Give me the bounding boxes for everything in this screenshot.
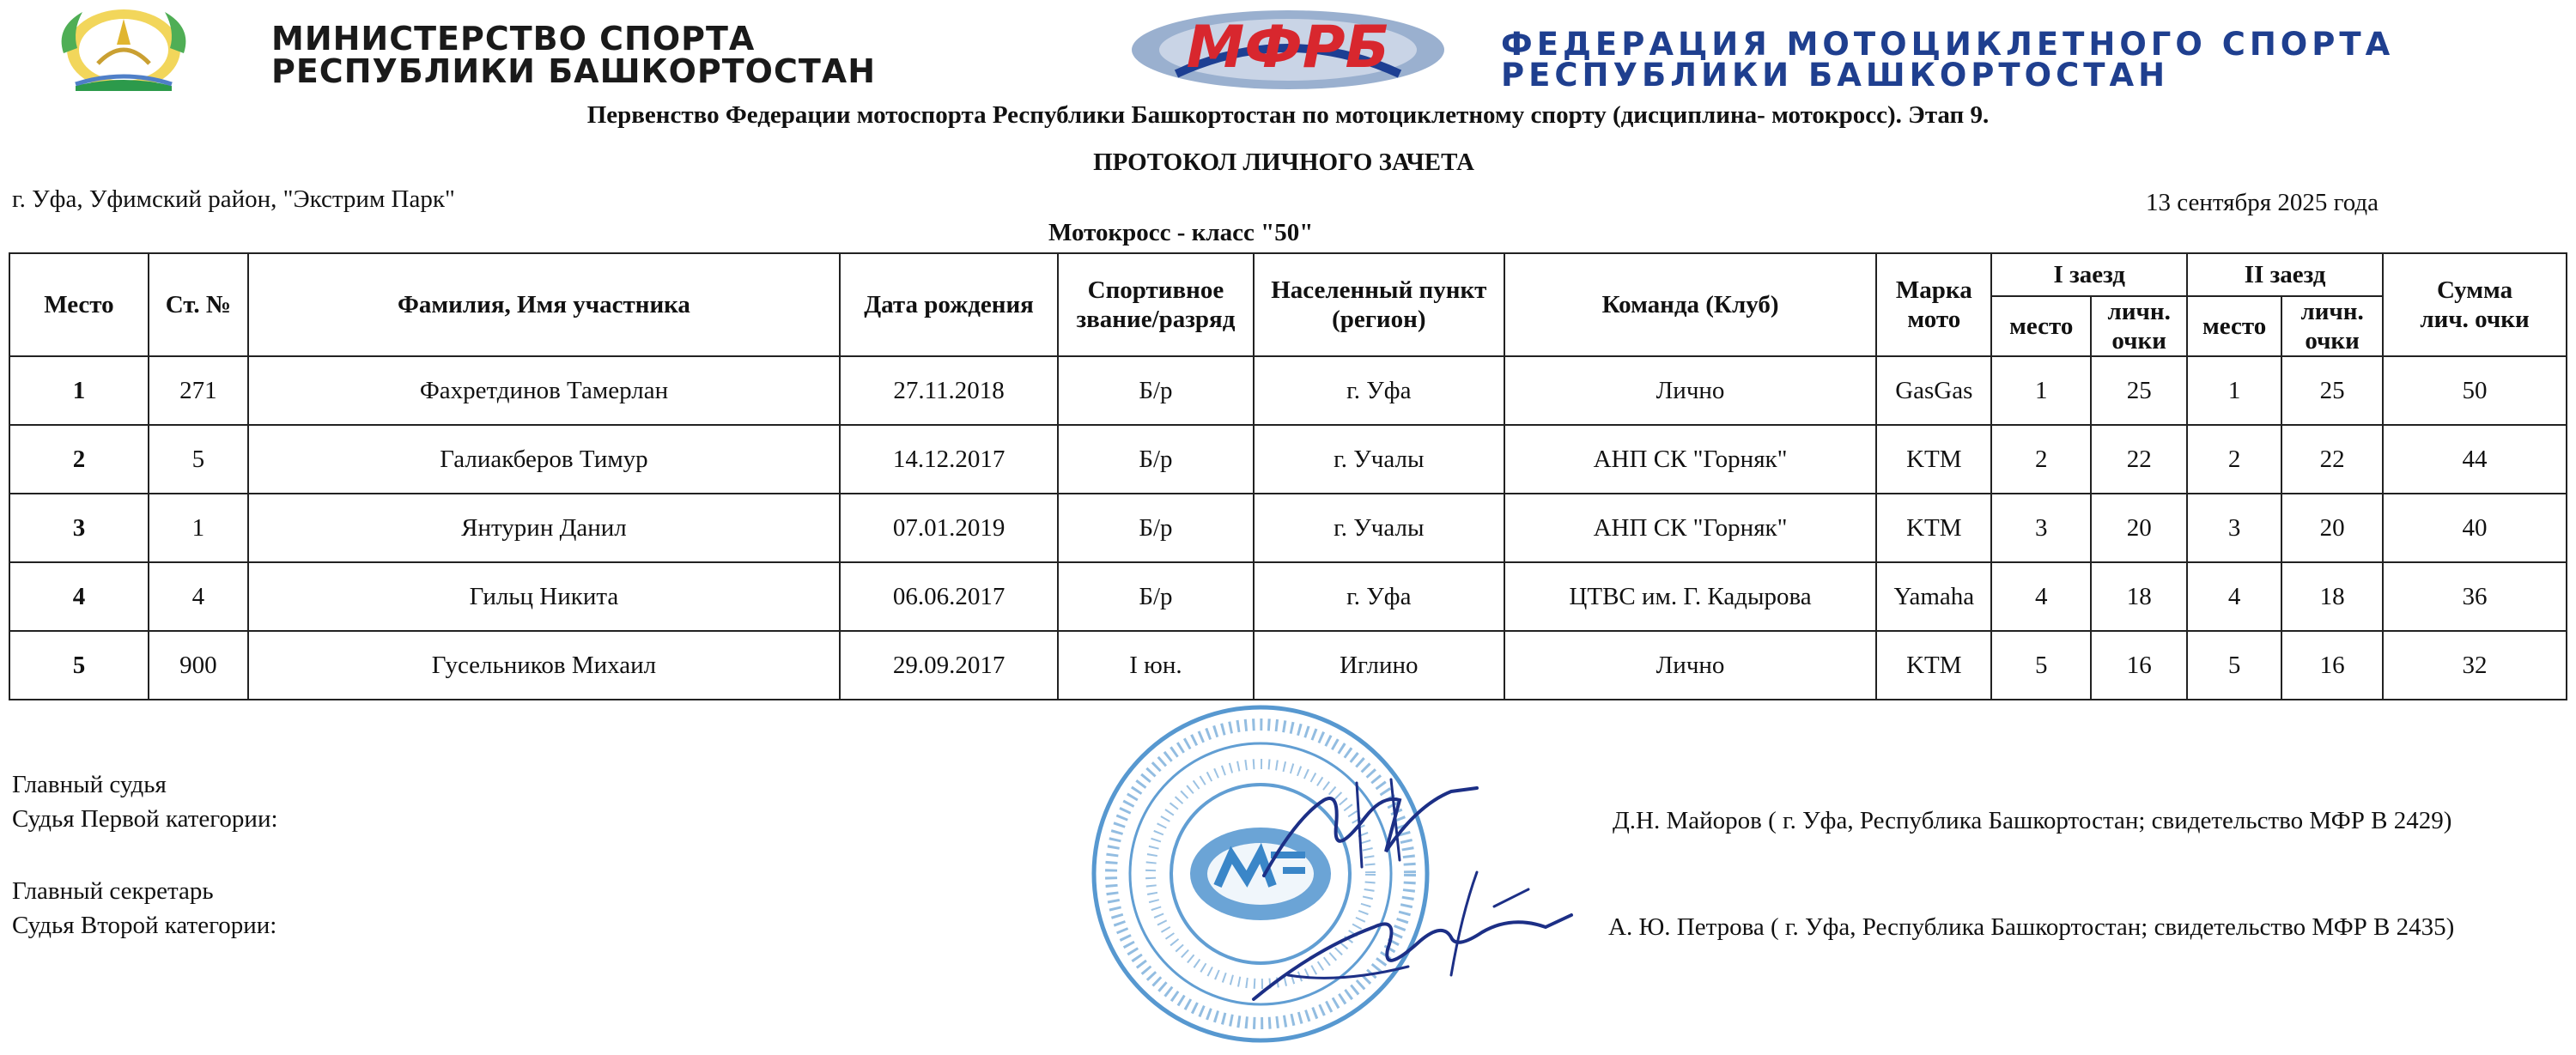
cell-region: г. Учалы: [1254, 425, 1504, 494]
table-header-row: [9, 253, 2567, 296]
cell-race-1-place: 1: [1991, 356, 2091, 425]
header-race-1-points: личн. очки: [2091, 296, 2187, 356]
cell-sum: 50: [2383, 356, 2567, 425]
cell-region: г. Уфа: [1254, 356, 1504, 425]
cell-sum: 36: [2383, 562, 2567, 631]
header-place: Место: [9, 253, 149, 356]
header-race-2-points: личн. очки: [2281, 296, 2383, 356]
chief-judge-category: Судья Первой категории:: [12, 805, 278, 833]
ministry-line-2: РЕСПУБЛИКИ БАШКОРТОСТАН: [271, 52, 876, 90]
table-row: [9, 356, 2567, 425]
chief-secretary-category: Судья Второй категории:: [12, 912, 277, 939]
cell-team: Лично: [1504, 356, 1877, 425]
header-start-number: Ст. №: [149, 253, 248, 356]
cell-moto: GasGas: [1876, 356, 1991, 425]
cell-race-1-place: 4: [1991, 562, 2091, 631]
emblem-logo: [38, 2, 210, 91]
header-team: Команда (Клуб): [1504, 253, 1877, 356]
cell-place: 1: [9, 356, 149, 425]
cell-moto: KTM: [1876, 425, 1991, 494]
header-race-1-place: место: [1991, 296, 2091, 356]
header-race-2: II заезд: [2187, 253, 2383, 296]
cell-start-number: 271: [149, 356, 248, 425]
event-title: Первенство Федерации мотоспорта Республики Башкортостан по мотоциклетному спорту (дисциплина- мотокросс). Этап 9.: [586, 101, 1990, 129]
cell-start-number: 5: [149, 425, 248, 494]
cell-birth-date: 27.11.2018: [840, 356, 1058, 425]
cell-birth-date: 14.12.2017: [840, 425, 1058, 494]
cell-race-1-points: 20: [2091, 494, 2187, 562]
cell-sum: 40: [2383, 494, 2567, 562]
chief-secretary-block: [12, 874, 276, 943]
cell-team: ЦТВС им. Г. Кадырова: [1504, 562, 1877, 631]
cell-rank: Б/р: [1058, 494, 1254, 562]
federation-logo: [1125, 5, 1451, 94]
ministry-title: [271, 22, 876, 88]
cell-name: Фахретдинов Тамерлан: [248, 356, 840, 425]
federation-line-2: РЕСПУБЛИКИ БАШКОРТОСТАН: [1501, 57, 2170, 94]
federation-line-1: ФЕДЕРАЦИЯ МОТОЦИКЛЕТНОГО СПОРТА: [1501, 26, 2395, 63]
cell-race-2-place: 2: [2187, 425, 2281, 494]
cell-birth-date: 06.06.2017: [840, 562, 1058, 631]
class-title: Мотокросс - класс "50": [1048, 219, 1314, 246]
cell-place: 5: [9, 631, 149, 700]
cell-race-1-points: 22: [2091, 425, 2187, 494]
cell-place: 3: [9, 494, 149, 562]
protocol-title: ПРОТОКОЛ ЛИЧНОГО ЗАЧЕТА: [1093, 149, 1474, 176]
cell-team: АНП СК "Горняк": [1504, 425, 1877, 494]
chief-judge-block: [12, 767, 278, 836]
cell-rank: I юн.: [1058, 631, 1254, 700]
cell-birth-date: 29.09.2017: [840, 631, 1058, 700]
ministry-line-1: МИНИСТЕРСТВО СПОРТА: [271, 20, 756, 58]
cell-region: Иглино: [1254, 631, 1504, 700]
cell-start-number: 900: [149, 631, 248, 700]
cell-team: Лично: [1504, 631, 1877, 700]
cell-race-2-points: 16: [2281, 631, 2383, 700]
cell-moto: KTM: [1876, 494, 1991, 562]
cell-name: Янтурин Данил: [248, 494, 840, 562]
cell-region: г. Учалы: [1254, 494, 1504, 562]
cell-name: Галиакберов Тимур: [248, 425, 840, 494]
cell-race-1-points: 16: [2091, 631, 2187, 700]
cell-race-2-points: 25: [2281, 356, 2383, 425]
table-row: [9, 562, 2567, 631]
cell-start-number: 1: [149, 494, 248, 562]
header-rank: Спортивное звание/разряд: [1058, 253, 1254, 356]
cell-race-2-points: 18: [2281, 562, 2383, 631]
cell-start-number: 4: [149, 562, 248, 631]
cell-race-2-place: 5: [2187, 631, 2281, 700]
event-date: 13 сентября 2025 года: [2146, 189, 2379, 216]
cell-team: АНП СК "Горняк": [1504, 494, 1877, 562]
cell-sum: 44: [2383, 425, 2567, 494]
federation-logo-text: МФРБ: [1186, 14, 1390, 82]
table-row: [9, 494, 2567, 562]
chief-secretary-title: Главный секретарь: [12, 877, 214, 905]
cell-race-1-points: 25: [2091, 356, 2187, 425]
chief-secretary-name: А. Ю. Петрова ( г. Уфа, Республика Башкортостан; свидетельство МФР В 2435): [1608, 913, 2455, 941]
cell-moto: Yamaha: [1876, 562, 1991, 631]
chief-judge-name: Д.Н. Майоров ( г. Уфа, Республика Башкортостан; свидетельство МФР В 2429): [1613, 807, 2452, 834]
results-table: [9, 252, 2567, 700]
table-row: [9, 425, 2567, 494]
cell-moto: KTM: [1876, 631, 1991, 700]
federation-title: [1501, 26, 2395, 94]
cell-race-2-points: 20: [2281, 494, 2383, 562]
cell-rank: Б/р: [1058, 425, 1254, 494]
cell-region: г. Уфа: [1254, 562, 1504, 631]
chief-secretary-signature: [1236, 855, 1580, 1010]
cell-race-2-points: 22: [2281, 425, 2383, 494]
header-sum: Сумма лич. очки: [2383, 253, 2567, 356]
cell-race-1-place: 3: [1991, 494, 2091, 562]
cell-rank: Б/р: [1058, 562, 1254, 631]
header-race-1: I заезд: [1991, 253, 2187, 296]
header-name: Фамилия, Имя участника: [248, 253, 840, 356]
header-region: Населенный пункт (регион): [1254, 253, 1504, 356]
cell-name: Гильц Никита: [248, 562, 840, 631]
table-row: [9, 631, 2567, 700]
header-race-2-place: место: [2187, 296, 2281, 356]
header-moto: Марка мото: [1876, 253, 1991, 356]
cell-race-1-place: 5: [1991, 631, 2091, 700]
cell-place: 2: [9, 425, 149, 494]
cell-race-2-place: 4: [2187, 562, 2281, 631]
cell-race-2-place: 1: [2187, 356, 2281, 425]
cell-rank: Б/р: [1058, 356, 1254, 425]
cell-place: 4: [9, 562, 149, 631]
cell-race-1-place: 2: [1991, 425, 2091, 494]
event-venue: г. Уфа, Уфимский район, "Экстрим Парк": [12, 185, 455, 213]
cell-birth-date: 07.01.2019: [840, 494, 1058, 562]
cell-name: Гусельников Михаил: [248, 631, 840, 700]
chief-judge-title: Главный судья: [12, 771, 167, 798]
cell-sum: 32: [2383, 631, 2567, 700]
header-birth-date: Дата рождения: [840, 253, 1058, 356]
cell-race-1-points: 18: [2091, 562, 2187, 631]
cell-race-2-place: 3: [2187, 494, 2281, 562]
